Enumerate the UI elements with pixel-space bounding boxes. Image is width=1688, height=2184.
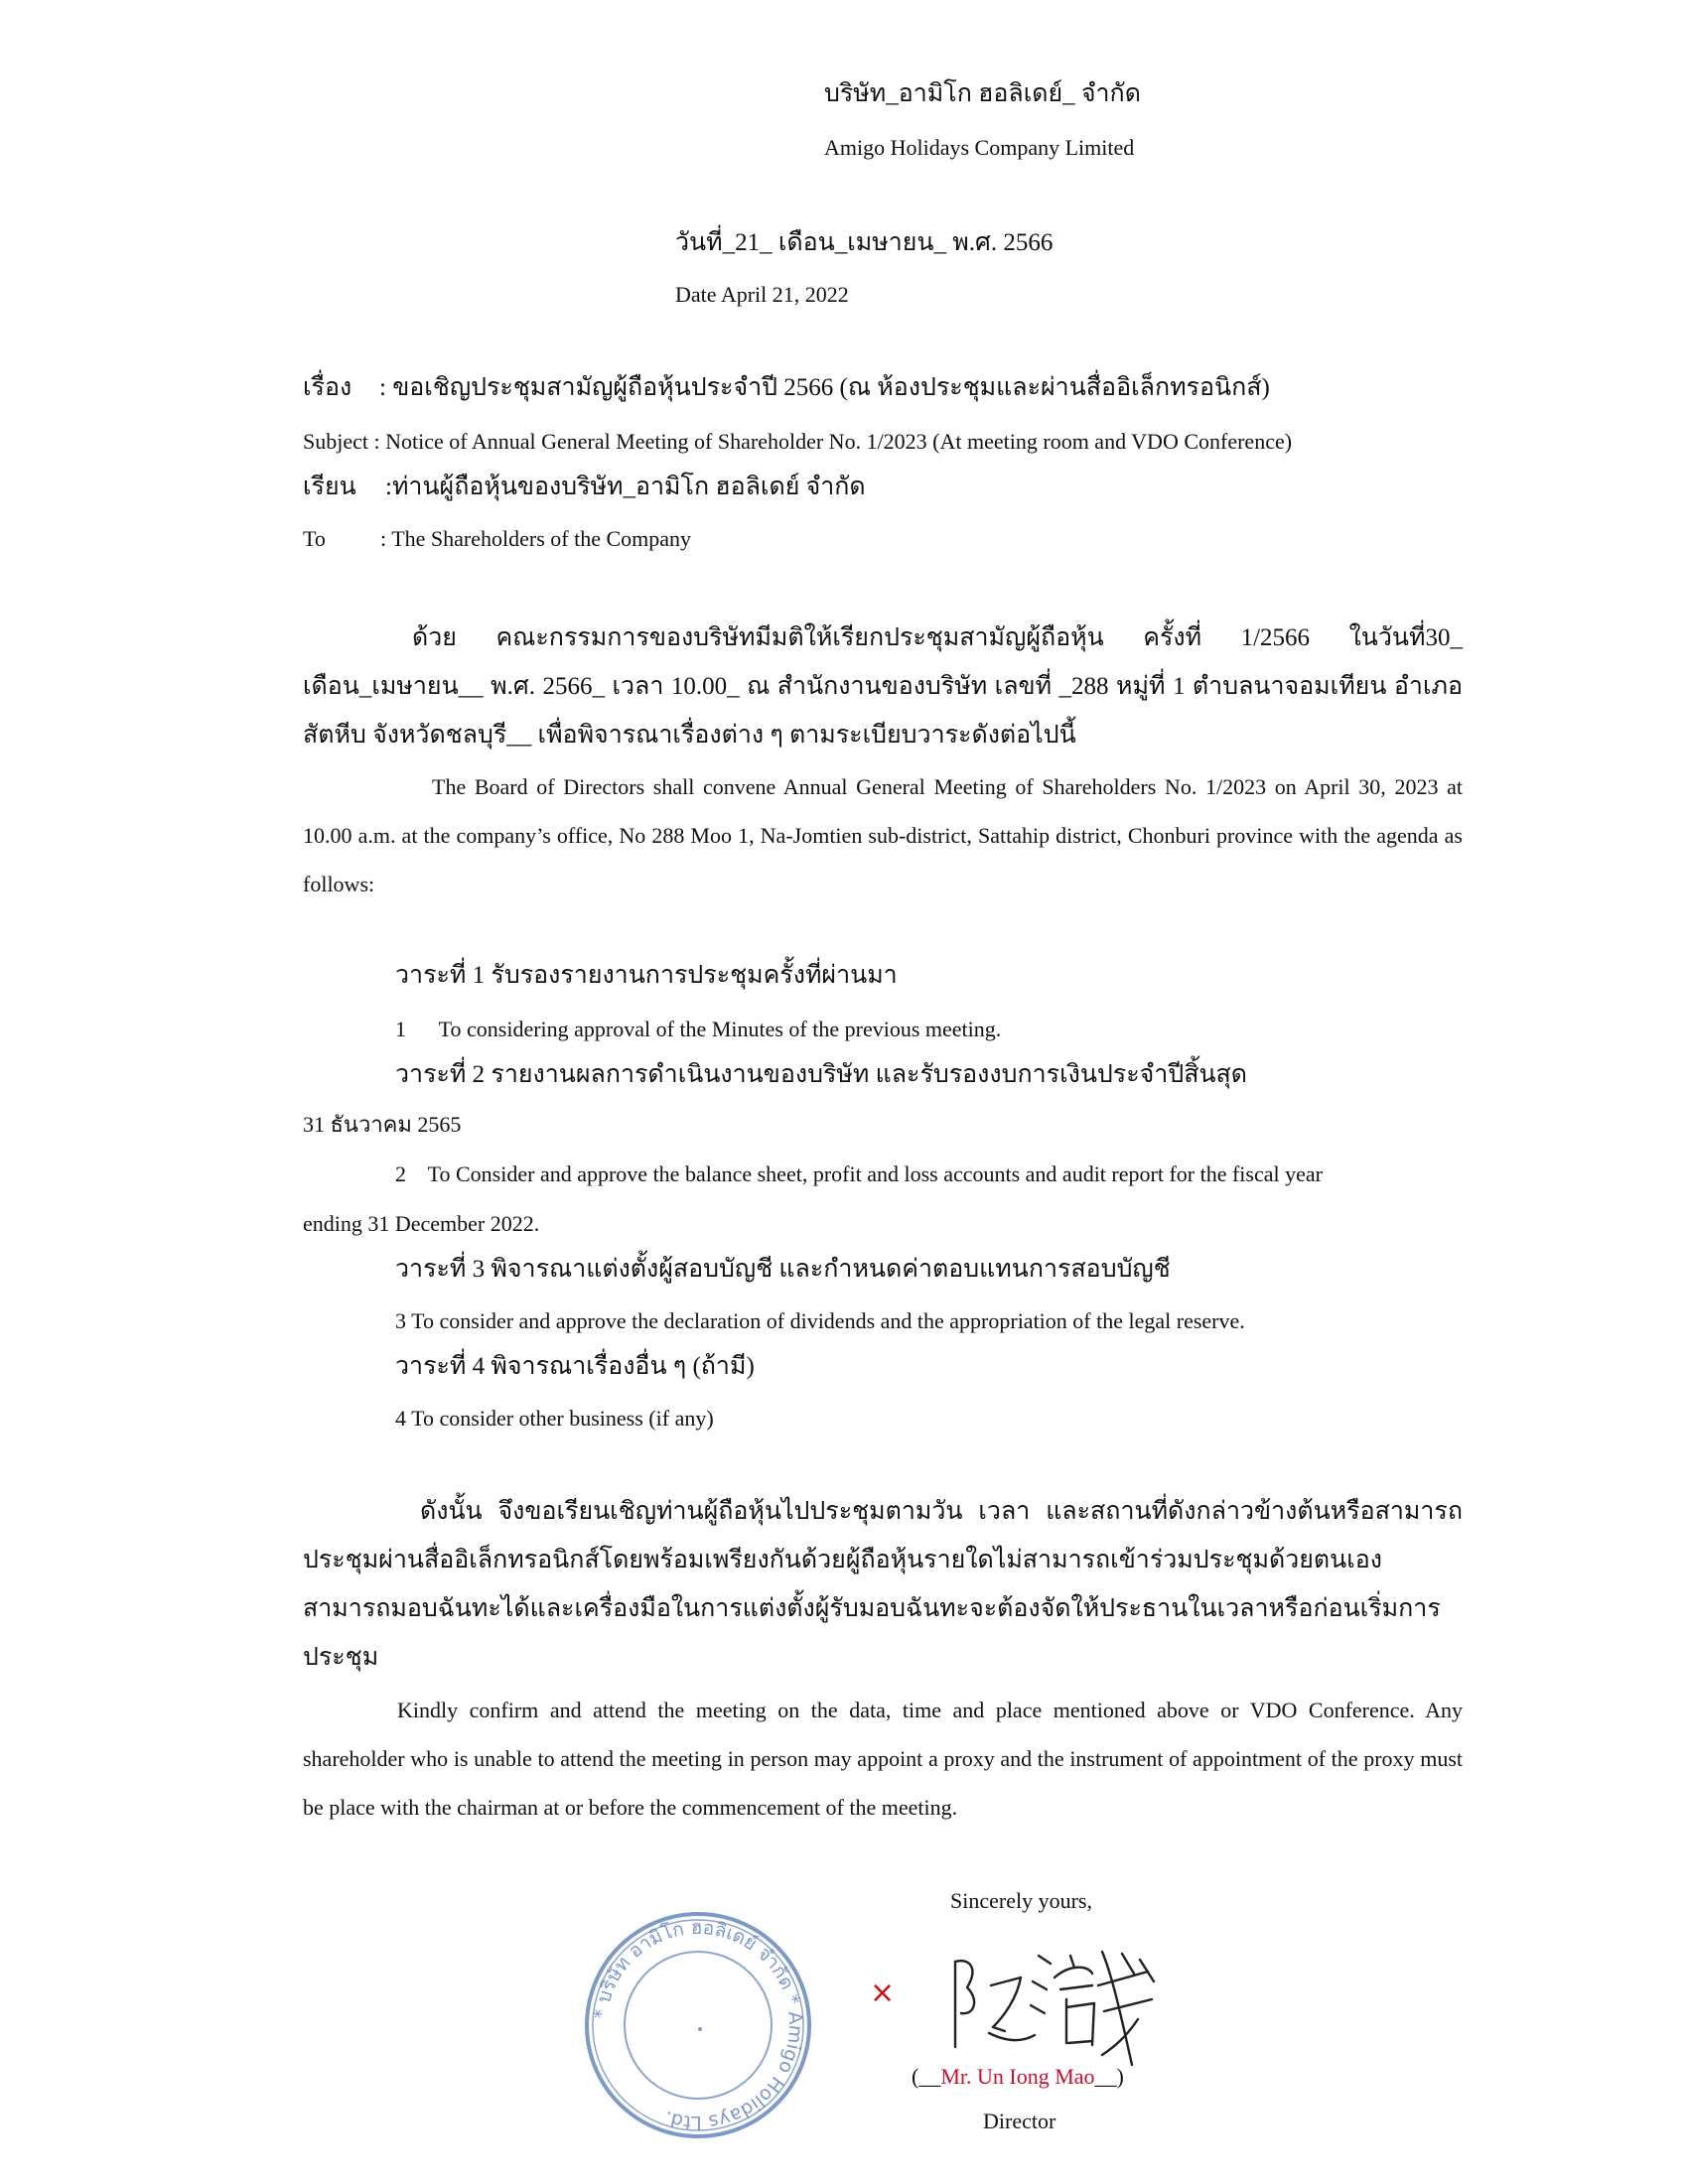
agenda-item-3-en: 3 To consider and approve the declaration of dividends and the appropriation of the legal reserve. [395, 1308, 1245, 1333]
recipient-label-en: To [303, 526, 326, 551]
company-name-th: บริษัท_อามิโก ฮอลิเดย์_ จำกัด [824, 80, 1141, 107]
subject-label-th: เรื่อง [303, 374, 352, 401]
closing-paragraph-th: ดังนั้น จึงขอเรียนเชิญท่านผู้ถือหุ้นไปประชุมตามวัน เวลา และสถานที่ดังกล่าวข้างต้นหรือสามารถประชุมผ่านสื่ออิเล็กทรอนิกส์โดยพร้อมเพรียงกันด้วยผู้ถือหุ้นรายใดไม่สามารถเข้าร่วมประชุมด้วยตนเองสามารถมอบฉันทะได้และเครื่องมือในการแต่งตั้งผู้รับมอบฉันทะจะต้องจัดให้ประธานในเวลาหรือก่อนเริ่มการประชุม [303, 1498, 1463, 1671]
sign-here-mark: × [870, 1976, 896, 2010]
closing-paragraph-en: Kindly confirm and attend the meeting on the data, time and place mentioned above or VDO Conference. Any shareholder who is unable to attend the meeting in person may appoint a proxy and the instrument of appointment of the proxy must be place with the chairman at or before the commencement of the meeting. [303, 1698, 1463, 1820]
date-th: วันที่_21_ เดือน_เมษายน_ พ.ศ. 2566 [675, 229, 1054, 256]
stamp-ring-text: * บริษัท อามิโก ฮอลิเดย์ จำกัด * Amigo Holidays Ltd. [590, 1916, 807, 2134]
sincerely-yours: Sincerely yours, [950, 1888, 1092, 1913]
svg-text:* บริษัท อามิโก ฮอลิเดย์ จำกัด [590, 1917, 806, 2133]
subject-en: Subject : Notice of Annual General Meeting of Shareholder No. 1/2023 (At meeting room and VDO Conference) [303, 429, 1293, 454]
agenda-item-2-en-cont: ending 31 December 2022. [303, 1211, 540, 1236]
agenda-item-1-th: วาระที่ 1 รับรองรายงานการประชุมครั้งที่ผ่านมา [395, 962, 898, 989]
signatory-name: Mr. Un Iong Mao [940, 2064, 1095, 2089]
agenda-item-4-th: วาระที่ 4 พิจารณาเรื่องอื่น ๆ (ถ้ามี) [395, 1353, 755, 1380]
signatory-title: Director [983, 2109, 1056, 2133]
agenda-item-2-en: 2 To Consider and approve the balance sheet, profit and loss accounts and audit report for the fiscal year [395, 1161, 1323, 1186]
signatory-line [912, 2062, 1124, 2092]
company-stamp [579, 1906, 817, 2144]
date-en: Date April 21, 2022 [675, 282, 849, 307]
handwritten-signature [943, 1916, 1172, 2075]
name-open-paren: (__ [912, 2064, 941, 2089]
agenda-item-3-th: วาระที่ 3 พิจารณาแต่งตั้งผู้สอบบัญชี และกำหนดค่าตอบแทนการสอบบัญชี [395, 1256, 1171, 1283]
subject-text-th: : ขอเชิญประชุมสามัญผู้ถือหุ้นประจำปี 2566 (ณ ห้องประชุมและผ่านสื่ออิเล็กทรอนิกส์) [379, 374, 1270, 401]
recipient-text-th: :ท่านผู้ถือหุ้นของบริษัท_อามิโก ฮอลิเดย์ จำกัด [385, 474, 866, 500]
intro-paragraph-en: The Board of Directors shall convene Annual General Meeting of Shareholders No. 1/2023 on April 30, 2023 at 10.00 a.m. at the company’s office, No 288 Moo 1, Na-Jomtien sub-district, Sattahip district, Chonburi province with the agenda as follows: [303, 774, 1463, 896]
name-close-paren: __) [1094, 2064, 1124, 2089]
agenda-item-2-th-cont: 31 ธันวาคม 2565 [303, 1112, 462, 1137]
company-name-en: Amigo Holidays Company Limited [824, 135, 1135, 160]
recipient-text-en: : The Shareholders of the Company [380, 526, 692, 551]
agenda-item-2-th: วาระที่ 2 รายงานผลการดำเนินงานของบริษัท และรับรองงบการเงินประจำปีสิ้นสุด [395, 1061, 1248, 1088]
recipient-label-th: เรียน [303, 474, 356, 500]
agenda-item-4-en: 4 To consider other business (if any) [395, 1406, 714, 1431]
intro-paragraph-th: ด้วย คณะกรรมการของบริษัทมีมติให้เรียกประชุมสามัญผู้ถือหุ้น ครั้งที่ 1/2566 ในวันที่30_ เดือน_เมษายน__ พ.ศ. 2566_ เวลา 10.00_ ณ สำนักงานของบริษัท เลขที่ _288 หมู่ที่ 1 ตำบลนาจอมเทียน อำเภอสัตหีบ จังหวัดชลบุรี__ เพื่อพิจารณาเรื่องต่าง ๆ ตามระเบียบวาระดังต่อไปนี้ [303, 624, 1463, 749]
agenda-item-1-en: 1 To considering approval of the Minutes of the previous meeting. [395, 1017, 1002, 1041]
